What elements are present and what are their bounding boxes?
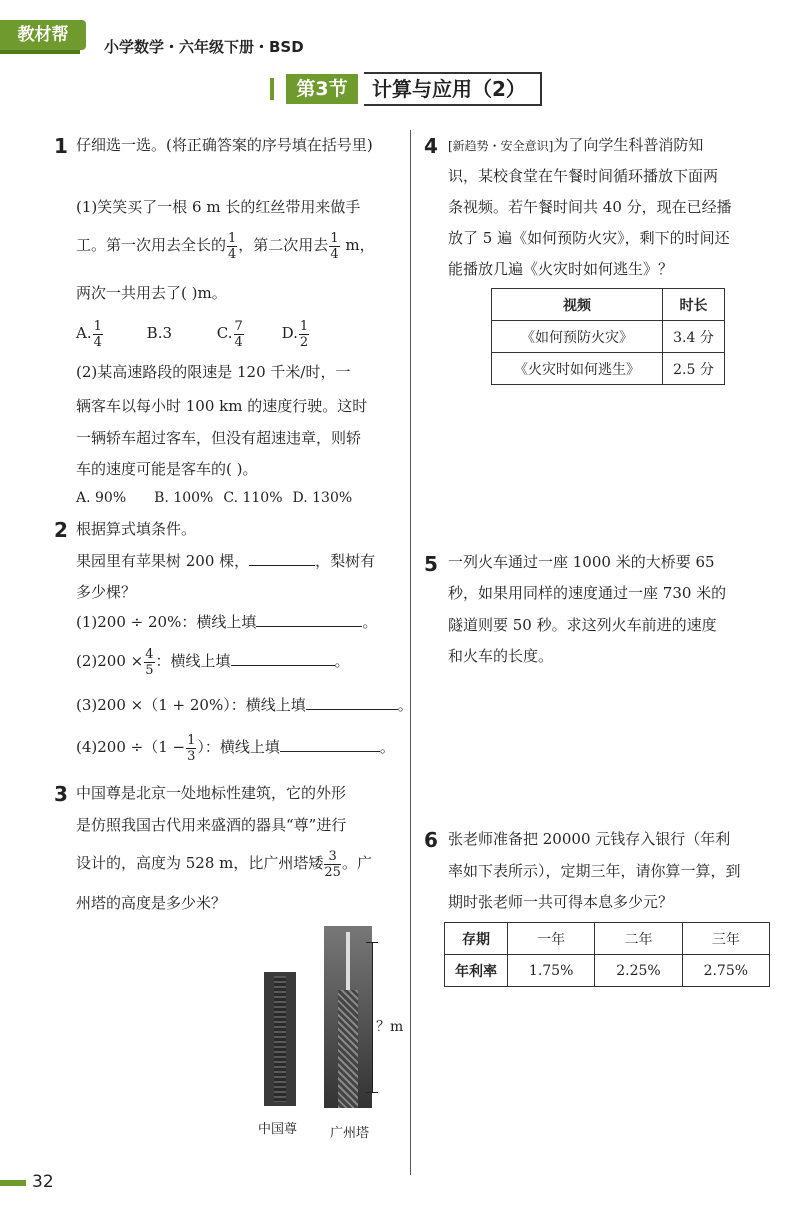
fraction: $\frac{1}{4}$: [228, 230, 237, 262]
canton-tower-label: 广州塔: [330, 1126, 370, 1141]
table-header: 存期: [445, 923, 508, 955]
q2-line2: 多少棵？: [76, 583, 137, 601]
q2-item3: (3)200 ×（1 + 20%）：横线上填 。: [76, 696, 413, 714]
brand-badge: 教材帮: [0, 20, 86, 50]
q5-line1: 一列火车通过一座 1000 米的大桥要 65: [448, 553, 715, 571]
q4-tag: [新趋势・安全意识]: [448, 139, 554, 153]
height-arrow-bottom: [366, 1092, 378, 1093]
answer-blank: [256, 626, 362, 627]
page-marker: [0, 1180, 26, 1186]
answer-blank: [249, 565, 315, 566]
q3-line2: 是仿照我国古代用来盛酒的器具“尊”进行: [76, 816, 347, 834]
q4-line1: [新趋势・安全意识]为了向学生科普消防知: [448, 136, 704, 154]
table-header: 二年: [595, 923, 682, 955]
q1-number: 1: [54, 134, 68, 158]
q2-item2: (2)200 × $\frac{4}{5}$ ：横线上填 。: [76, 646, 350, 678]
q6-line2: 率如下表所示），定期三年，请你算一算，到: [448, 862, 741, 880]
q6-number: 6: [424, 828, 438, 852]
fraction: $\frac{1}{4}$: [330, 230, 339, 262]
q1-part2-line3: 一辆轿车超过客车，但没有超速违章，则轿: [76, 429, 362, 447]
q3-number: 3: [54, 782, 68, 806]
q1-part2-line1: (2)某高速路段的限速是 120 千米/时，一: [76, 363, 351, 381]
height-arrow-top: [366, 942, 378, 943]
q5-line3: 隧道则要 50 秒。求这列火车前进的速度: [448, 616, 717, 634]
q6-line3: 期时张老师一共可得本息多少元？: [448, 893, 674, 911]
q2-number: 2: [54, 518, 68, 542]
q4-number: 4: [424, 134, 438, 158]
q2-item1: (1)200 ÷ 20%：横线上填 。: [76, 613, 378, 631]
answer-blank: [306, 709, 398, 710]
q4-line5: 能播放几遍《火灾时如何逃生》？: [448, 260, 674, 278]
china-zun-detail: [274, 976, 286, 1102]
section-title: 计算与应用（2）: [364, 72, 542, 106]
q1-part2-line4: 车的速度可能是客车的( )。: [76, 460, 258, 478]
height-arrow: [372, 942, 373, 1092]
q2-item4: (4)200 ÷（1 − $\frac{1}{3}$ ）：横线上填 。: [76, 732, 395, 764]
table-row: 《火灾时如何逃生》 2.5 分: [492, 353, 725, 385]
section-badge: 第3节: [286, 74, 358, 104]
q1-options-2: A. 90% B. 100% C. 110% D. 130%: [76, 490, 353, 506]
answer-blank: [231, 665, 335, 666]
height-label: ？m: [376, 1019, 404, 1035]
q6-line1: 张老师准备把 20000 元钱存入银行（年利: [448, 830, 731, 848]
q5-line2: 秒，如果用同样的速度通过一座 730 米的: [448, 584, 727, 602]
page-number: 32: [32, 1172, 54, 1192]
q2-stem: 根据算式填条件。: [76, 520, 197, 538]
table-header: 一年: [508, 923, 595, 955]
q3-line3: 设计的，高度为 528 m，比广州塔矮 $\frac{3}{25}$ 。广: [76, 848, 372, 880]
q2-line1: 果园里有苹果树 200 棵， ，梨树有: [76, 552, 376, 570]
q4-line3: 条视频。若午餐时间共 40 分，现在已经播: [448, 198, 732, 216]
q1-part2-line2: 辆客车以每小时 100 km 的速度行驶。这时: [76, 397, 368, 415]
video-table: [491, 288, 725, 385]
q4-line4: 放了 5 遍《如何预防火灾》，剩下的时间还: [448, 229, 730, 247]
table-header: 三年: [682, 923, 769, 955]
brand-underline: [0, 50, 80, 54]
column-divider: [410, 130, 411, 1175]
interest-rate-table: [444, 922, 770, 987]
table-row: 《如何预防火灾》 3.4 分: [492, 321, 725, 353]
canton-tower-body: [338, 990, 358, 1108]
q1-part1-line3: 两次一共用去了( )m。: [76, 284, 227, 302]
china-zun-label: 中国尊: [258, 1122, 298, 1137]
table-header: 时长: [663, 289, 725, 321]
q3-line4: 州塔的高度是多少米？: [76, 894, 227, 912]
q5-line4: 和火车的长度。: [448, 647, 554, 665]
q1-part1-line2: 工。第一次用去全长的 $\frac{1}{4}$ ，第二次用去 $\frac{1}{4}$ m，: [76, 230, 375, 262]
q5-number: 5: [424, 552, 438, 576]
table-row: 年利率 1.75% 2.25% 2.75%: [445, 955, 770, 987]
table-header: 视频: [492, 289, 663, 321]
q4-line2: 识，某校食堂在午餐时间循环播放下面两: [448, 167, 719, 185]
q3-line1: 中国尊是北京一处地标性建筑，它的外形: [76, 784, 347, 802]
q1-part1-line1: (1)笑笑买了一根 6 m 长的红丝带用来做手: [76, 198, 361, 216]
q1-options-1: A. $\frac{1}{4}$ B.3 C. $\frac{7}{4}$ D. $\frac{1}{2}$: [76, 318, 309, 350]
book-title: 小学数学・六年级下册・BSD: [104, 38, 304, 56]
answer-blank: [280, 751, 380, 752]
q1-stem: 仔细选一选。(将正确答案的序号填在括号里): [76, 136, 373, 154]
